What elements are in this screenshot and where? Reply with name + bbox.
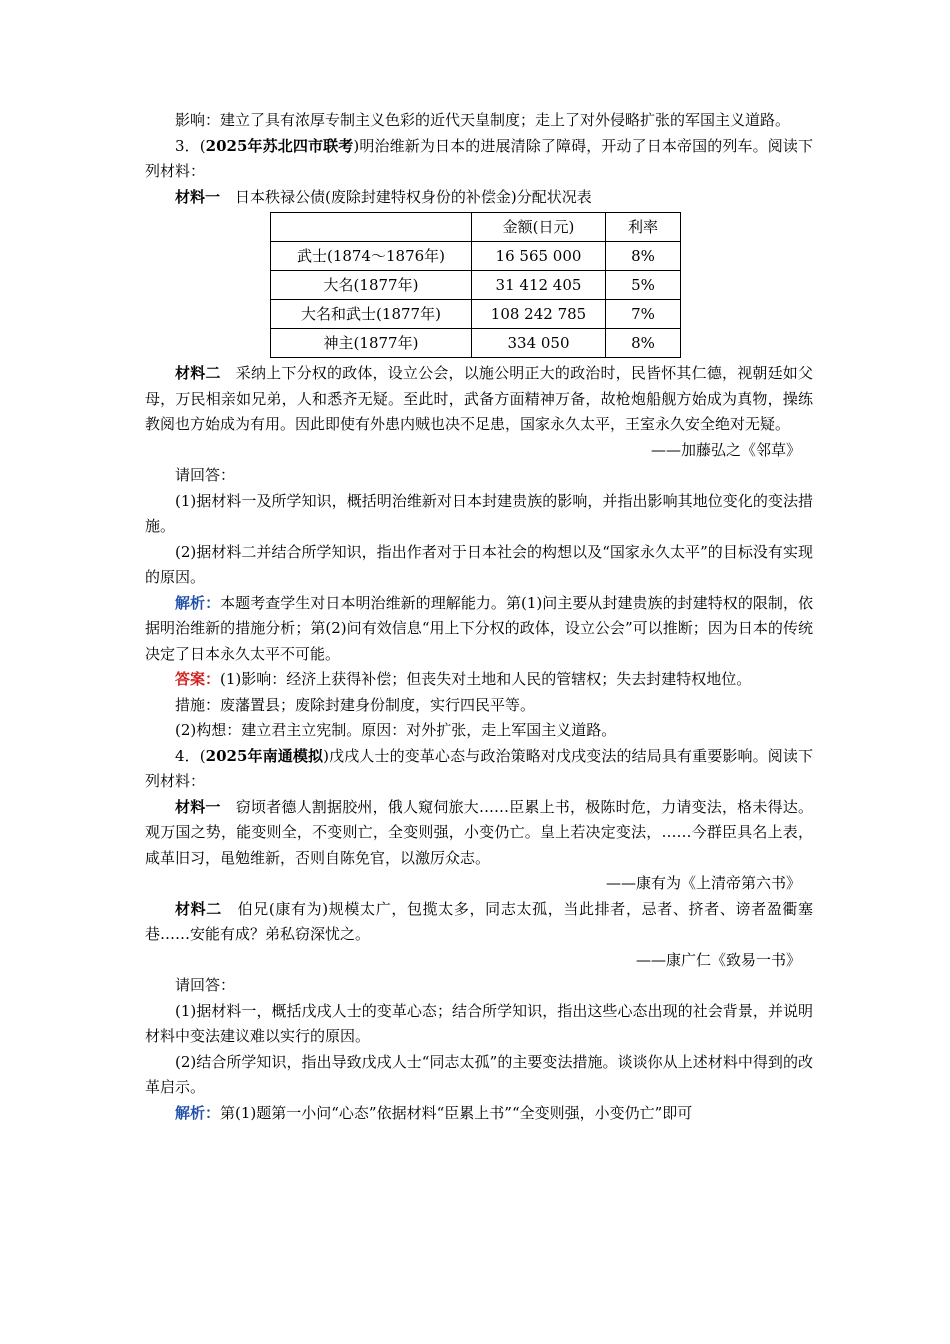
question-3-prompt: 请回答：: [175, 466, 236, 484]
material-label: 材料一: [175, 797, 221, 816]
question-4-material-1-source: ——康有为《上清帝第六书》: [605, 874, 801, 892]
question-4-part-2: (2)结合所学知识，指出导致戊戌人士“同志太孤”的主要变法措施。谈谈你从上述材料中得到的改革启示。: [145, 1052, 813, 1096]
question-3-part-1: (1)据材料一及所学知识，概括明治维新对日本封建贵族的影响，并指出影响其地位变化的变法措施。: [145, 491, 813, 535]
table-cell: 神主(1877年): [271, 329, 472, 358]
table-header-cell: 金额(日元): [472, 213, 606, 242]
question-4-material-2: 材料二 伯兄(康有为)规模太广，包揽太多，同志太孤，当此排者，忌者、挤者、谤者盈衢塞巷……安能有成？弟私窃深忧之。: [145, 899, 813, 943]
question-3-analysis: 解析：本题考查学生对日本明治维新的理解能力。第(1)问主要从封建贵族的封建特权的限制，依据明治维新的措施分析；第(2)问有效信息“用上下分权的政体，设立公会”可以推断；因为日本的传统决定了日本永久太平不可能。: [145, 593, 813, 663]
table-row: [271, 271, 681, 300]
question-4-stem: 4．(2025年南通模拟)戊戌人士的变革心态与政治策略对戊戌变法的结局具有重要影响。阅读下列材料：: [145, 746, 813, 790]
material-2-source: ——加藤弘之《邻草》: [650, 440, 801, 459]
paragraph-influence: 影响：建立了具有浓厚专制主义色彩的近代天皇制度；走上了对外侵略扩张的军国主义道路。: [175, 111, 791, 129]
table-cell: 大名(1877年): [271, 271, 472, 300]
question-3-answer-measures: 措施：废藩置县；废除封建身份制度，实行四民平等。: [175, 695, 536, 714]
material-label: 材料一: [175, 187, 221, 206]
table-cell: 31 412 405: [472, 271, 606, 300]
material-label: 材料二: [175, 364, 221, 382]
question-4-material-2-source: ——康广仁《致易一书》: [635, 950, 801, 969]
question-4-material-1: 材料一 窃顷者德人割据胶州，俄人窥伺旅大……臣累上书，极陈时危，力请变法，格未得达。观万国之势，能变则全，不变则亡，全变则强，小变仍亡。皇上若决定变法，……今群臣具名上表，咸革旧习，黾勉维新，否则自陈免官，以激厉众志。: [145, 797, 813, 867]
table-header-row: [271, 213, 681, 242]
question-4-part-1: (1)据材料一，概括戊戌人士的变革心态；结合所学知识，指出这些心态出现的社会背景，并说明材料中变法建议难以实行的原因。: [145, 1001, 813, 1045]
question-3-answer: 答案：(1)影响：经济上获得补偿；但丧失对土地和人民的管辖权；失去封建特权地位。: [175, 670, 752, 688]
analysis-label: 解析：: [175, 593, 221, 612]
table-row: [271, 329, 681, 358]
question-3-source: 2025年苏北四市联考: [205, 136, 354, 155]
table-cell: 334 050: [472, 329, 606, 358]
material-1-caption: 材料一 日本秩禄公债(废除封建特权身份的补偿金)分配状况表: [175, 187, 592, 206]
question-3-answer-part-2: (2)构想：建立君主立宪制。原因：对外扩张，走上军国主义道路。: [175, 721, 617, 739]
table-cell: 8%: [606, 329, 681, 358]
table-cell: 7%: [606, 300, 681, 329]
bond-distribution-table: [270, 212, 681, 358]
table-cell: 16 565 000: [472, 242, 606, 271]
table-cell: 武士(1874～1876年): [271, 242, 472, 271]
table-cell: 8%: [606, 242, 681, 271]
table-cell: 5%: [606, 271, 681, 300]
material-label: 材料二: [175, 899, 222, 918]
question-3-part-2: (2)据材料二并结合所学知识，指出作者对于日本社会的构想以及“国家永久太平”的目标没有实现的原因。: [145, 542, 813, 586]
question-4-prompt: 请回答：: [175, 976, 236, 994]
material-2: 材料二 采纳上下分权的政体，设立公会，以施公明正大的政治时，民皆怀其仁德，视朝廷如父母，万民相亲如兄弟，人和悉齐无疑。至此时，武备方面精神万备，故枪炮船舰方始成为真物，操练教阅也方始成为有用。因此即使有外患内贼也决不足患，国家永久太平，王室永久安全绝对无疑。: [145, 364, 813, 433]
table-header-cell: 利率: [606, 213, 681, 242]
question-3-stem: 3．(2025年苏北四市联考)明治维新为日本的进展清除了障碍，开动了日本帝国的列车。阅读下列材料：: [145, 136, 813, 180]
table-header-cell: [271, 213, 472, 242]
question-4-source: 2025年南通模拟: [205, 746, 324, 765]
table-cell: 108 242 785: [472, 300, 606, 329]
analysis-label: 解析：: [175, 1103, 221, 1122]
table-cell: 大名和武士(1877年): [271, 300, 472, 329]
document-page: [145, 108, 813, 1126]
table-row: [271, 300, 681, 329]
question-4-analysis: 解析：第(1)题第一小问“心态”依据材料“臣累上书”“全变则强，小变仍亡”即可: [175, 1103, 693, 1122]
answer-label: 答案：: [175, 670, 221, 688]
table-row: [271, 242, 681, 271]
